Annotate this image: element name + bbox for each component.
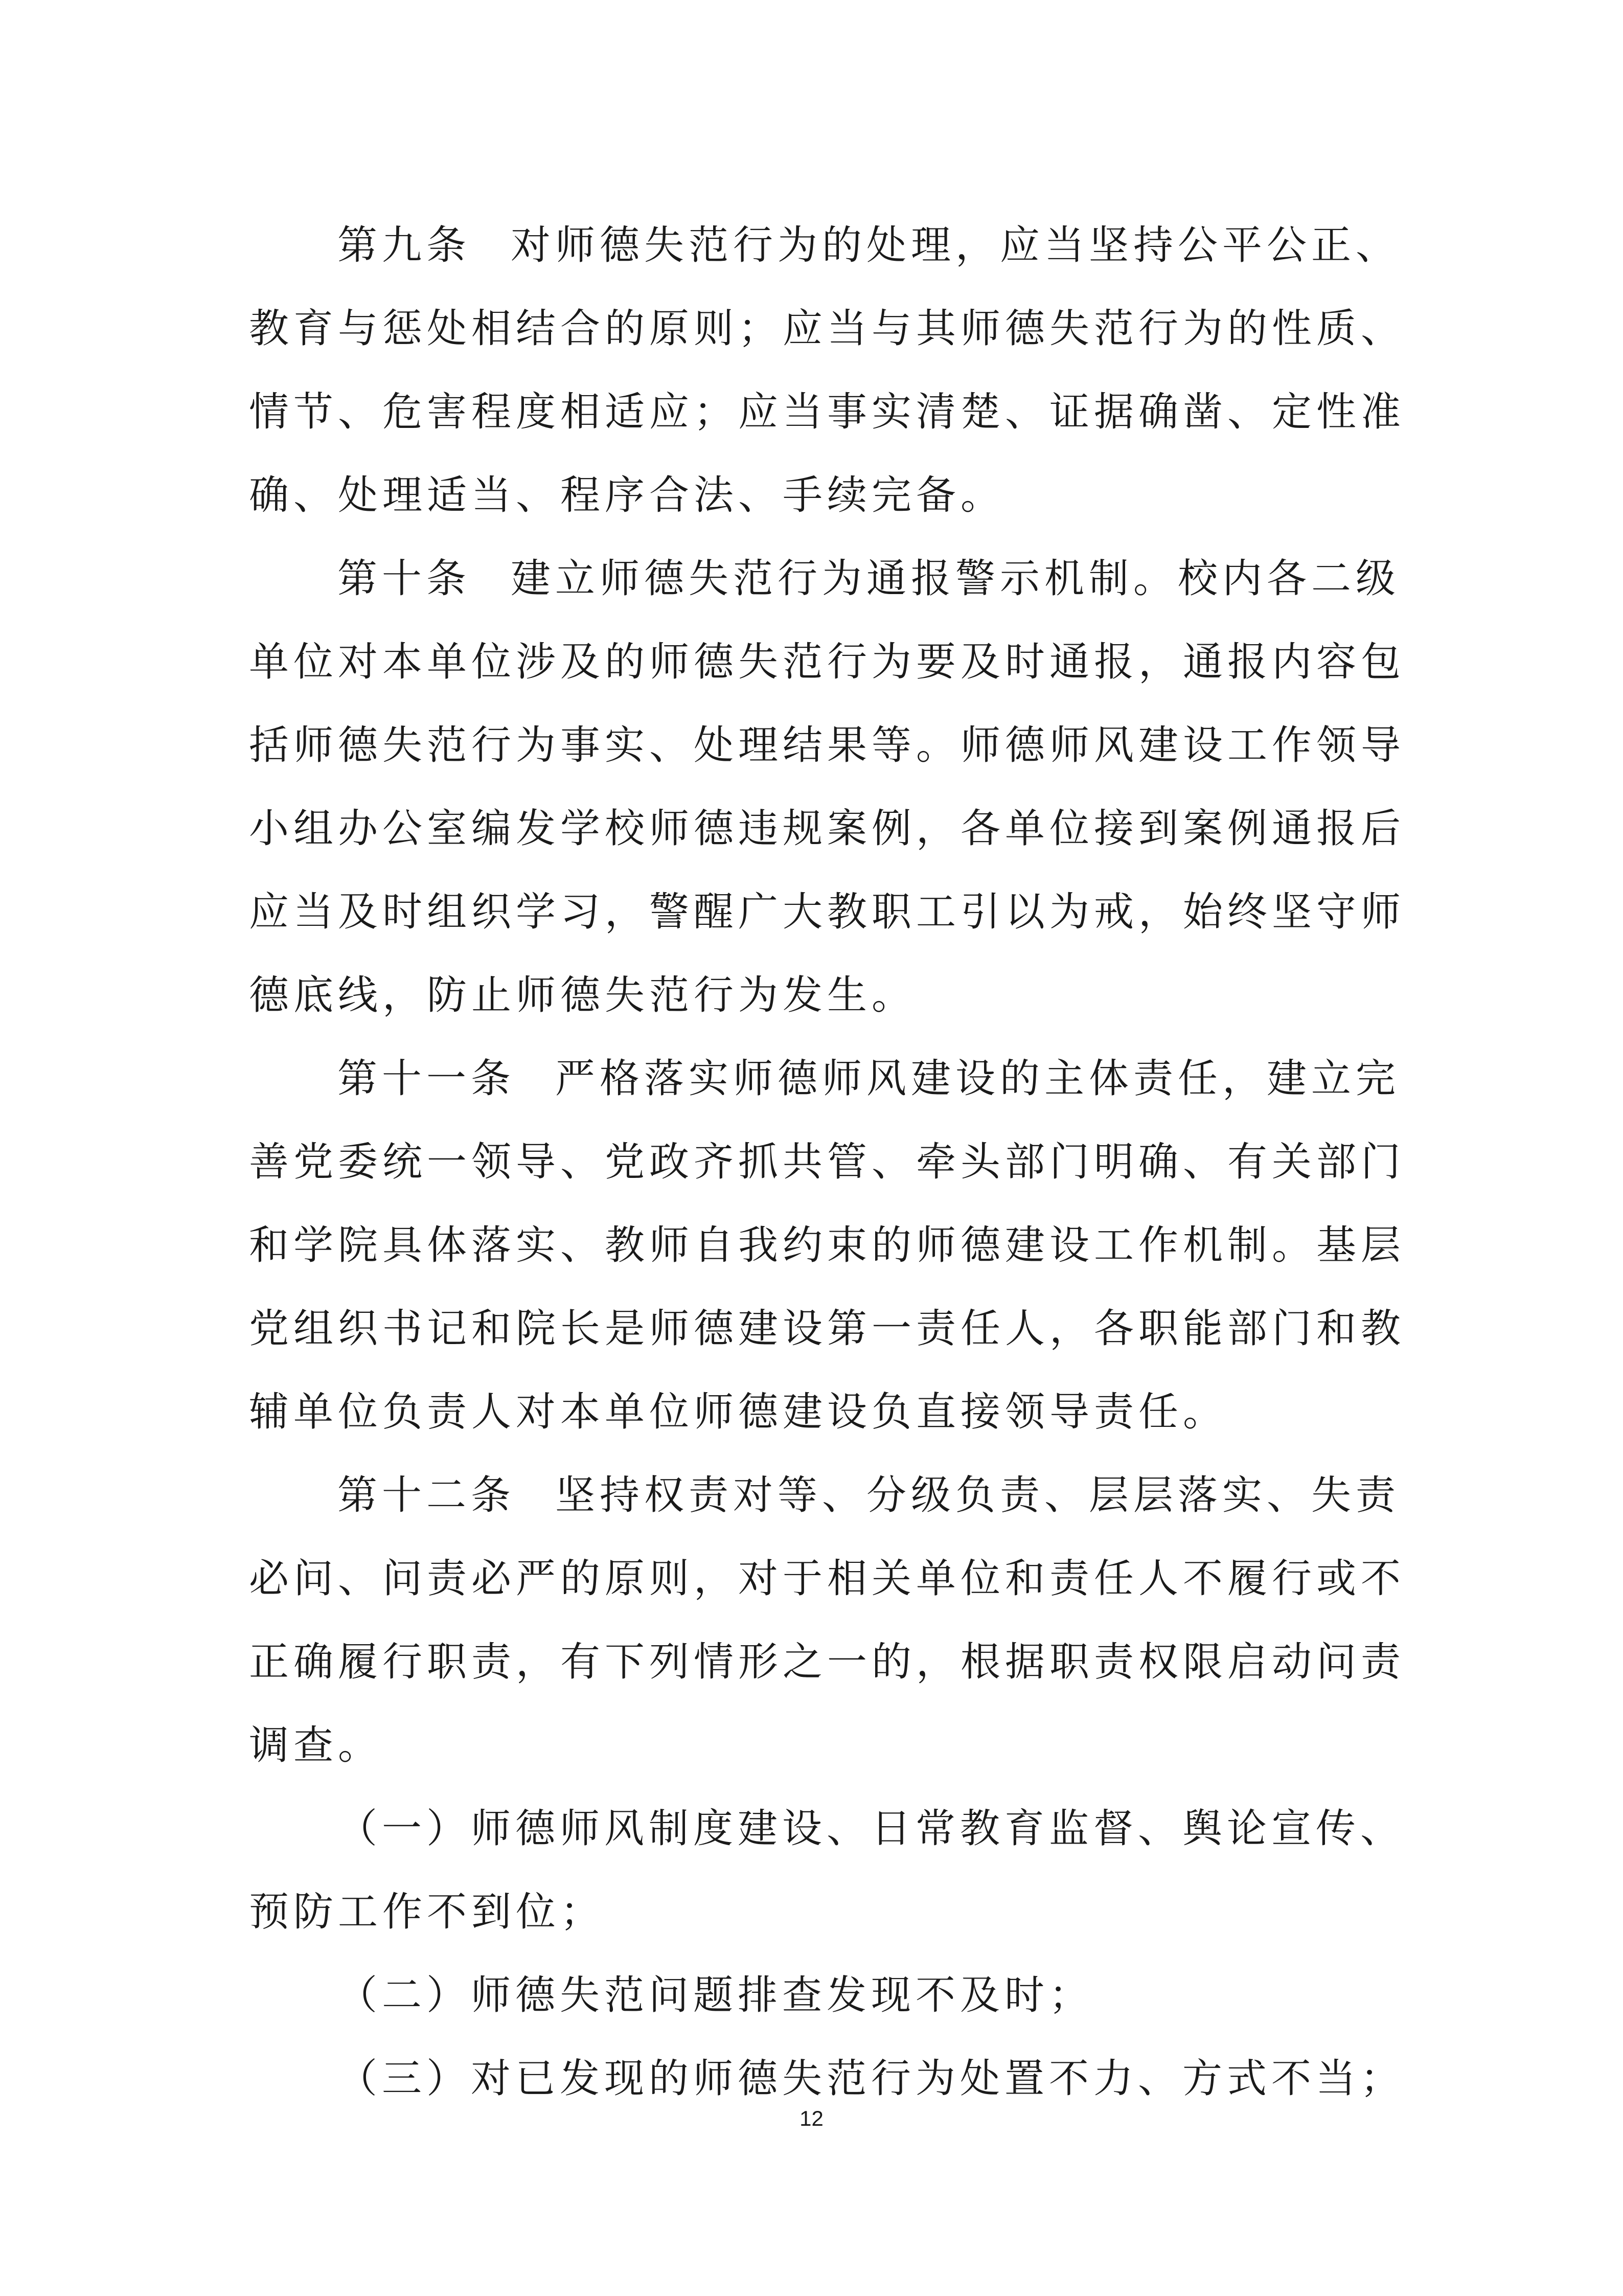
page-number: 12 [799, 2106, 824, 2130]
article-12-line-3: 正确履行职责，有下列情形之一的，根据职责权限启动问责 [249, 1639, 1406, 1685]
article-11-line-5: 辅单位负责人对本单位师德建设负直接领导责任。 [249, 1389, 1228, 1435]
article-9-line-1: 第九条 对师德失范行为的处理，应当坚持公平公正、 [337, 222, 1401, 268]
article-10-line-5: 应当及时组织学习，警醒广大教职工引以为戒，始终坚守师 [249, 889, 1406, 935]
article-heading: 第十二条 [337, 1472, 516, 1518]
article-10-line-1: 第十条 建立师德失范行为通报警示机制。校内各二级 [337, 556, 1401, 602]
article-12-line-4: 调查。 [249, 1722, 383, 1768]
list-item-3: （三）对已发现的师德失范行为处置不力、方式不当； [337, 2056, 1405, 2102]
article-9-line-3: 情节、危害程度相适应；应当事实清楚、证据确凿、定性准 [249, 389, 1406, 435]
article-10-line-6: 德底线，防止师德失范行为发生。 [249, 972, 917, 1018]
article-10-line-2: 单位对本单位涉及的师德失范行为要及时通报，通报内容包 [249, 639, 1406, 685]
article-12-line-1: 第十二条 坚持权责对等、分级负责、层层落实、失责 [337, 1472, 1401, 1518]
article-heading: 第十条 [337, 556, 471, 602]
article-12-line-2: 必问、问责必严的原则，对于相关单位和责任人不履行或不 [249, 1556, 1406, 1602]
article-10-line-4: 小组办公室编发学校师德违规案例，各单位接到案例通报后 [249, 806, 1406, 852]
article-11-line-3: 和学院具体落实、教师自我约束的师德建设工作机制。基层 [249, 1222, 1406, 1268]
article-11-line-1: 第十一条 严格落实师德师风建设的主体责任，建立完 [337, 1056, 1401, 1102]
article-10-line-3: 括师德失范行为事实、处理结果等。师德师风建设工作领导 [249, 722, 1406, 768]
article-9-line-2: 教育与惩处相结合的原则；应当与其师德失范行为的性质、 [249, 306, 1406, 352]
list-item-1-line-1: （一）师德师风制度建设、日常教育监督、舆论宣传、 [337, 1806, 1405, 1852]
article-heading: 第十一条 [337, 1056, 516, 1102]
article-11-line-2: 善党委统一领导、党政齐抓共管、牵头部门明确、有关部门 [249, 1139, 1406, 1185]
article-heading: 第九条 [337, 222, 471, 268]
article-9-line-4: 确、处理适当、程序合法、手续完备。 [249, 472, 1005, 518]
list-item-1-line-2: 预防工作不到位； [249, 1889, 605, 1935]
article-11-line-4: 党组织书记和院长是师德建设第一责任人，各职能部门和教 [249, 1306, 1406, 1352]
list-item-2: （二）师德失范问题排查发现不及时； [337, 1972, 1094, 2018]
